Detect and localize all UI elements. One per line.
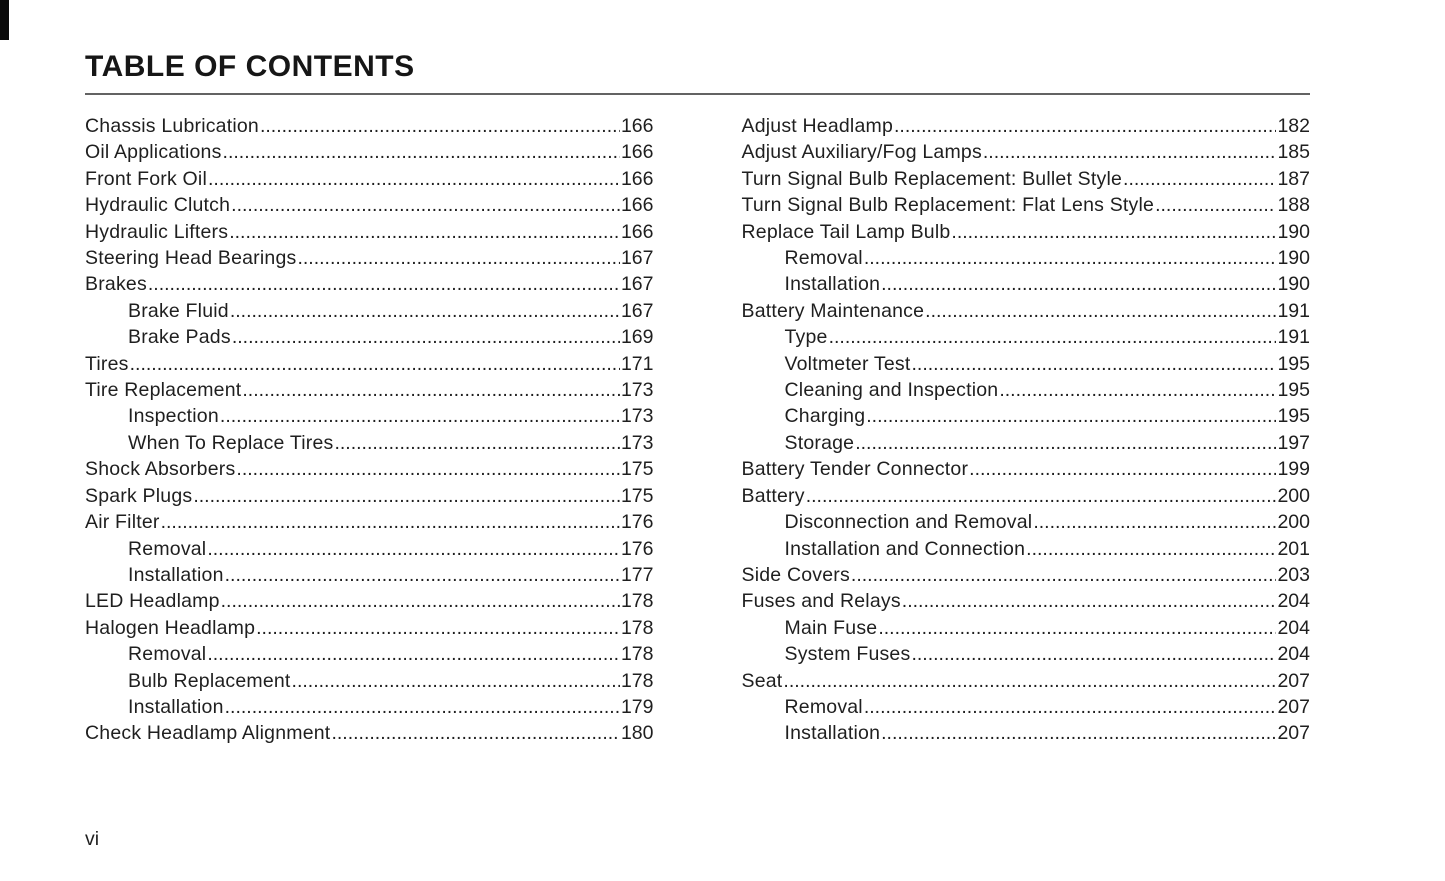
toc-leader-dots (225, 694, 620, 720)
toc-entry-page: 188 (1277, 194, 1310, 217)
toc-entry (742, 298, 1311, 324)
toc-leader-dots (236, 456, 620, 482)
toc-entry-page: 173 (620, 431, 654, 454)
toc-entry-label: Halogen Headlamp (85, 616, 256, 639)
toc-entry (742, 536, 1311, 562)
toc-entry-label: Main Fuse (784, 616, 878, 639)
toc-leader-dots (866, 403, 1276, 429)
toc-entry-label: LED Headlamp (85, 590, 220, 613)
toc-entry-page: 167 (620, 247, 654, 270)
toc-entry-label: Air Filter (85, 511, 160, 534)
toc-entry-page: 167 (620, 299, 654, 322)
toc-leader-dots (881, 720, 1276, 746)
toc-entry-page: 190 (1277, 273, 1310, 296)
toc-entry (742, 219, 1311, 245)
toc-entry-label: Replace Tail Lamp Bulb (741, 220, 951, 243)
toc-leader-dots (292, 668, 620, 694)
toc-entry-page: 177 (620, 563, 654, 586)
toc-columns (85, 113, 1310, 747)
toc-leader-dots (902, 588, 1277, 614)
toc-leader-dots (1033, 509, 1276, 535)
toc-entry-page: 199 (1277, 458, 1310, 481)
toc-entry-label: Charging (784, 405, 866, 428)
toc-entry-page: 180 (620, 722, 654, 745)
toc-leader-dots (894, 113, 1276, 139)
toc-entry-page: 167 (620, 273, 654, 296)
toc-entry-label: Disconnection and Removal (784, 511, 1033, 534)
toc-entry-page: 173 (620, 379, 654, 402)
toc-entry (85, 694, 654, 720)
toc-entry-page: 207 (1277, 722, 1310, 745)
toc-leader-dots (260, 113, 620, 139)
toc-leader-dots (983, 139, 1277, 165)
toc-entry (742, 588, 1311, 614)
toc-entry (742, 377, 1311, 403)
title-divider (85, 93, 1310, 95)
toc-entry-label: Battery Maintenance (741, 299, 925, 322)
toc-leader-dots (951, 219, 1276, 245)
toc-leader-dots (297, 245, 620, 271)
toc-entry (742, 562, 1311, 588)
toc-entry-page: 179 (620, 695, 654, 718)
toc-entry (85, 588, 654, 614)
toc-leader-dots (229, 219, 620, 245)
toc-entry-label: Turn Signal Bulb Replacement: Bullet Style (741, 167, 1123, 190)
toc-entry-label: Voltmeter Test (784, 352, 911, 375)
toc-entry-page: 195 (1277, 405, 1310, 428)
toc-leader-dots (148, 271, 620, 297)
toc-entry-page: 204 (1277, 643, 1310, 666)
toc-entry (85, 377, 654, 403)
toc-entry-page: 166 (620, 194, 654, 217)
toc-entry-label: Removal (784, 695, 863, 718)
toc-entry-label: Tire Replacement (85, 379, 242, 402)
toc-entry (85, 483, 654, 509)
toc-entry-label: Hydraulic Clutch (85, 194, 231, 217)
toc-entry (85, 245, 654, 271)
toc-entry-label: Removal (128, 643, 207, 666)
toc-entry (742, 139, 1311, 165)
toc-entry-label: Tires (85, 352, 129, 375)
toc-leader-dots (1026, 536, 1276, 562)
toc-entry (742, 192, 1311, 218)
toc-entry-page: 178 (620, 643, 654, 666)
toc-entry (742, 113, 1311, 139)
toc-entry (85, 509, 654, 535)
toc-entry (742, 351, 1311, 377)
toc-entry (742, 456, 1311, 482)
toc-entry-label: Spark Plugs (85, 484, 193, 507)
toc-entry-page: 178 (620, 590, 654, 613)
toc-entry (85, 192, 654, 218)
toc-entry (85, 562, 654, 588)
toc-entry (85, 430, 654, 456)
toc-entry (742, 615, 1311, 641)
toc-entry-page: 191 (1277, 326, 1310, 349)
toc-entry-label: Front Fork Oil (85, 167, 207, 190)
toc-entry-page: 171 (620, 352, 654, 375)
toc-leader-dots (925, 298, 1276, 324)
toc-leader-dots (806, 483, 1277, 509)
toc-leader-dots (1123, 166, 1276, 192)
footer-page-number: vi (85, 828, 100, 850)
toc-leader-dots (232, 324, 620, 350)
toc-leader-dots (223, 139, 620, 165)
toc-entry (85, 615, 654, 641)
toc-entry (85, 166, 654, 192)
toc-entry-label: Shock Absorbers (85, 458, 236, 481)
toc-entry-label: Storage (784, 431, 855, 454)
toc-leader-dots (783, 668, 1276, 694)
toc-entry-label: Type (784, 326, 828, 349)
toc-entry-page: 187 (1277, 167, 1310, 190)
toc-entry (742, 403, 1311, 429)
toc-entry (85, 668, 654, 694)
toc-entry (85, 139, 654, 165)
toc-leader-dots (220, 403, 620, 429)
toc-entry (85, 351, 654, 377)
toc-entry (742, 271, 1311, 297)
toc-entry-label: When To Replace Tires (128, 431, 334, 454)
toc-leader-dots (242, 377, 620, 403)
toc-entry (742, 720, 1311, 746)
toc-leader-dots (225, 562, 620, 588)
toc-entry-label: Installation and Connection (784, 537, 1026, 560)
toc-leader-dots (1155, 192, 1276, 218)
toc-leader-dots (161, 509, 620, 535)
toc-leader-dots (851, 562, 1277, 588)
toc-leader-dots (999, 377, 1276, 403)
toc-entry (85, 641, 654, 667)
toc-leader-dots (208, 166, 620, 192)
toc-leader-dots (221, 588, 620, 614)
toc-entry-label: Turn Signal Bulb Replacement: Flat Lens Style (741, 194, 1155, 217)
toc-entry-label: Side Covers (741, 563, 850, 586)
toc-entry-label: Removal (784, 247, 863, 270)
toc-entry-page: 182 (1277, 115, 1310, 137)
toc-entry-label: Bulb Replacement (128, 669, 291, 692)
toc-entry-label: Installation (784, 722, 881, 745)
toc-entry-page: 190 (1277, 220, 1310, 243)
toc-entry-page: 185 (1277, 141, 1310, 164)
toc-entry-label: Chassis Lubrication (85, 115, 259, 137)
toc-leader-dots (207, 536, 620, 562)
toc-leader-dots (864, 694, 1277, 720)
toc-leader-dots (230, 298, 620, 324)
toc-entry-label: Battery (741, 484, 805, 507)
toc-entry (742, 694, 1311, 720)
toc-entry-page: 207 (1277, 669, 1310, 692)
toc-leader-dots (911, 641, 1276, 667)
toc-entry-page: 175 (620, 458, 654, 481)
toc-entry (85, 298, 654, 324)
toc-leader-dots (334, 430, 620, 456)
toc-leader-dots (256, 615, 620, 641)
toc-entry-page: 169 (620, 326, 654, 349)
toc-leader-dots (193, 483, 620, 509)
toc-entry-label: Installation (128, 695, 224, 718)
toc-entry-label: Fuses and Relays (741, 590, 901, 613)
toc-entry-page: 204 (1277, 616, 1310, 639)
toc-entry (742, 430, 1311, 456)
toc-leader-dots (130, 351, 620, 377)
toc-entry-label: Inspection (128, 405, 219, 428)
toc-right-column (742, 113, 1311, 747)
toc-entry-label: Check Headlamp Alignment (85, 722, 331, 745)
toc-entry (85, 720, 654, 746)
toc-left-column (85, 113, 654, 747)
toc-leader-dots (829, 324, 1277, 350)
toc-entry-page: 166 (620, 167, 654, 190)
toc-entry (742, 641, 1311, 667)
scan-edge-artifact (0, 0, 9, 40)
toc-entry-label: Hydraulic Lifters (85, 220, 229, 243)
toc-leader-dots (855, 430, 1276, 456)
toc-entry-page: 166 (620, 220, 654, 243)
toc-leader-dots (231, 192, 620, 218)
toc-entry-label: Adjust Auxiliary/Fog Lamps (741, 141, 982, 164)
toc-entry-label: Brakes (85, 273, 147, 296)
toc-entry (85, 113, 654, 139)
toc-entry (742, 324, 1311, 350)
toc-entry-page: 201 (1277, 537, 1310, 560)
toc-entry-page: 190 (1277, 247, 1310, 270)
toc-entry-label: Cleaning and Inspection (784, 379, 999, 402)
toc-entry-page: 203 (1277, 563, 1310, 586)
toc-entry-label: Installation (784, 273, 881, 296)
toc-entry-label: Oil Applications (85, 141, 222, 164)
toc-entry-page: 191 (1277, 299, 1310, 322)
toc-entry-label: Brake Fluid (128, 299, 229, 322)
toc-entry-label: Battery Tender Connector (741, 458, 969, 481)
toc-leader-dots (912, 351, 1277, 377)
toc-entry (85, 456, 654, 482)
toc-entry-label: Adjust Headlamp (741, 115, 893, 137)
toc-entry (742, 668, 1311, 694)
toc-entry-page: 200 (1277, 511, 1310, 534)
page-content (85, 50, 1310, 747)
toc-entry-label: Installation (128, 563, 224, 586)
toc-entry-label: Steering Head Bearings (85, 247, 297, 270)
toc-entry-page: 197 (1277, 431, 1310, 454)
toc-entry (742, 509, 1311, 535)
toc-entry (85, 536, 654, 562)
toc-entry (85, 324, 654, 350)
toc-leader-dots (207, 641, 620, 667)
toc-entry-page: 178 (620, 616, 654, 639)
toc-leader-dots (864, 245, 1277, 271)
toc-entry-page: 173 (620, 405, 654, 428)
toc-entry-page: 204 (1277, 590, 1310, 613)
toc-entry (742, 245, 1311, 271)
toc-leader-dots (969, 456, 1276, 482)
toc-entry-page: 178 (620, 669, 654, 692)
toc-entry-page: 200 (1277, 484, 1310, 507)
toc-entry-page: 207 (1277, 695, 1310, 718)
toc-leader-dots (881, 271, 1276, 297)
toc-entry (85, 219, 654, 245)
toc-entry (85, 403, 654, 429)
toc-entry-page: 195 (1277, 352, 1310, 375)
toc-entry-page: 195 (1277, 379, 1310, 402)
toc-leader-dots (878, 615, 1276, 641)
toc-entry-page: 166 (620, 141, 654, 164)
toc-entry (742, 166, 1311, 192)
toc-entry-label: Seat (741, 669, 783, 692)
toc-entry-page: 176 (620, 537, 654, 560)
toc-entry-page: 176 (620, 511, 654, 534)
page-title: TABLE OF CONTENTS (85, 50, 415, 83)
toc-entry-label: System Fuses (784, 643, 911, 666)
toc-entry-label: Brake Pads (128, 326, 231, 349)
toc-entry-label: Removal (128, 537, 207, 560)
toc-entry-page: 166 (620, 115, 654, 137)
toc-entry (85, 271, 654, 297)
toc-entry (742, 483, 1311, 509)
toc-entry-page: 175 (620, 484, 654, 507)
toc-leader-dots (331, 720, 620, 746)
